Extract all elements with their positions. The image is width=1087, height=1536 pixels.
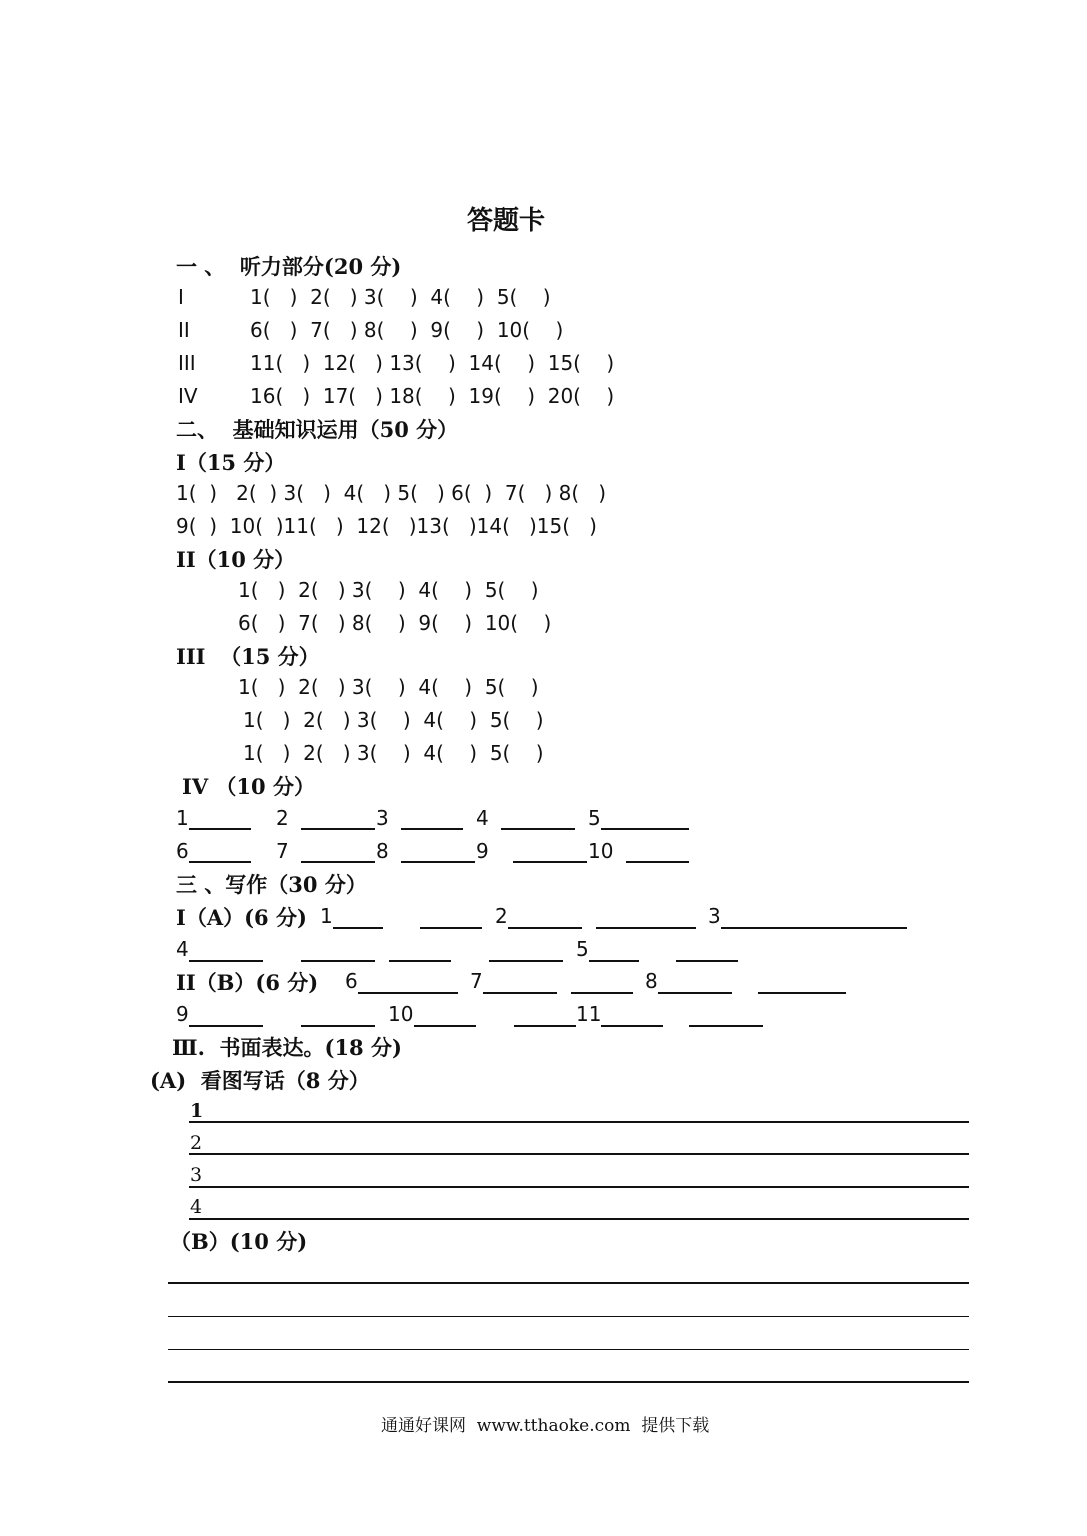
writing-line[interactable] <box>189 1121 969 1123</box>
writing-line[interactable] <box>189 1218 969 1220</box>
s2-part-iv-heading: IV （10 分） <box>182 774 315 799</box>
answer-blank[interactable] <box>414 1025 476 1027</box>
blank-number: 5 <box>588 806 601 830</box>
s1-row-label: IV <box>178 384 198 408</box>
s2-ii-row: 6( ) 7( ) 8( ) 9( ) 10( ) <box>238 611 552 635</box>
blank-number: 7 <box>276 839 289 863</box>
answer-blank[interactable] <box>676 960 738 962</box>
answer-blank[interactable] <box>501 828 575 830</box>
blank-number: 1 <box>320 904 333 928</box>
blank-number: 6 <box>345 969 358 993</box>
writing-line-number: 4 <box>190 1196 203 1218</box>
writing-line[interactable] <box>189 1153 969 1155</box>
blank-number: 9 <box>176 1002 189 1026</box>
composition-line[interactable] <box>168 1349 969 1350</box>
s3-part-i-label: I（A）(6 分) <box>176 905 307 930</box>
blank-number: 2 <box>495 904 508 928</box>
answer-blank[interactable] <box>489 960 563 962</box>
answer-blank[interactable] <box>358 992 458 994</box>
answer-blank[interactable] <box>758 992 846 994</box>
answer-blank[interactable] <box>420 927 482 929</box>
s2-part-ii-heading: II（10 分） <box>176 547 296 572</box>
answer-blank[interactable] <box>189 1025 263 1027</box>
s1-row-label: II <box>178 318 190 342</box>
answer-blank[interactable] <box>301 861 375 863</box>
answer-blank[interactable] <box>401 828 463 830</box>
s1-row-answers: 6( ) 7( ) 8( ) 9( ) 10( ) <box>250 318 564 342</box>
answer-blank[interactable] <box>626 861 689 863</box>
writing-line[interactable] <box>189 1186 969 1188</box>
s2-ii-row: 1( ) 2( ) 3( ) 4( ) 5( ) <box>238 578 539 602</box>
writing-line-number: 2 <box>190 1132 203 1154</box>
blank-number: 3 <box>376 806 389 830</box>
s1-row-answers: 1( ) 2( ) 3( ) 4( ) 5( ) <box>250 285 551 309</box>
writing-line-number: 3 <box>190 1164 203 1186</box>
answer-blank[interactable] <box>189 960 263 962</box>
blank-number: 4 <box>176 937 189 961</box>
composition-line[interactable] <box>168 1282 969 1284</box>
section-1-heading: 一 、 听力部分(20 分) <box>176 254 402 279</box>
s1-row-label: III <box>178 351 196 375</box>
s1-row-label: I <box>178 285 184 309</box>
answer-blank[interactable] <box>301 1025 375 1027</box>
blank-number: 9 <box>476 839 489 863</box>
answer-blank[interactable] <box>508 927 582 929</box>
s2-i-row: 1( ) 2( ) 3( ) 4( ) 5( ) 6( ) 7( ) 8( ) <box>176 481 607 505</box>
answer-blank[interactable] <box>571 992 633 994</box>
answer-blank[interactable] <box>721 927 907 929</box>
answer-blank[interactable] <box>483 992 557 994</box>
writing-line-number: 1 <box>190 1100 204 1122</box>
blank-number: 1 <box>176 806 189 830</box>
answer-blank[interactable] <box>689 1025 763 1027</box>
s2-i-row: 9( ) 10( )11( ) 12( )13( )14( )15( ) <box>176 514 597 538</box>
answer-blank[interactable] <box>596 927 696 929</box>
page-title: 答题卡 <box>467 206 546 236</box>
s2-part-i-heading: I（15 分） <box>176 450 286 475</box>
composition-line[interactable] <box>168 1316 969 1317</box>
blank-number: 10 <box>388 1002 414 1026</box>
blank-number: 7 <box>470 969 483 993</box>
section-2-heading: 二、 基础知识运用（50 分） <box>176 417 459 442</box>
s1-row-answers: 16( ) 17( ) 18( ) 19( ) 20( ) <box>250 384 615 408</box>
blank-number: 8 <box>645 969 658 993</box>
blank-number: 4 <box>476 806 489 830</box>
blank-number: 5 <box>576 937 589 961</box>
s3-part-b-heading: （B）(10 分) <box>170 1229 308 1254</box>
answer-blank[interactable] <box>189 861 251 863</box>
blank-number: 3 <box>708 904 721 928</box>
section-3-heading: 三 、写作（30 分） <box>176 872 367 897</box>
s3-part-iii-heading: Ⅲ. 书面表达。(18 分) <box>172 1035 402 1060</box>
s2-iii-row: 1( ) 2( ) 3( ) 4( ) 5( ) <box>243 708 544 732</box>
answer-blank[interactable] <box>333 927 383 929</box>
footer-source: 通通好课网 www.tthaoke.com 提供下载 <box>381 1416 710 1436</box>
answer-blank[interactable] <box>601 1025 663 1027</box>
answer-blank[interactable] <box>301 828 375 830</box>
blank-number: 6 <box>176 839 189 863</box>
blank-number: 8 <box>376 839 389 863</box>
blank-number: 11 <box>576 1002 602 1026</box>
s2-iii-row: 1( ) 2( ) 3( ) 4( ) 5( ) <box>238 675 539 699</box>
answer-blank[interactable] <box>189 828 251 830</box>
blank-number: 10 <box>588 839 614 863</box>
answer-blank[interactable] <box>658 992 732 994</box>
blank-number: 2 <box>276 806 289 830</box>
answer-blank[interactable] <box>514 1025 576 1027</box>
answer-blank[interactable] <box>589 960 639 962</box>
composition-line[interactable] <box>168 1381 969 1383</box>
s2-iii-row: 1( ) 2( ) 3( ) 4( ) 5( ) <box>243 741 544 765</box>
s1-row-answers: 11( ) 12( ) 13( ) 14( ) 15( ) <box>250 351 615 375</box>
answer-blank[interactable] <box>601 828 689 830</box>
answer-blank[interactable] <box>513 861 587 863</box>
s2-part-iii-heading: III （15 分） <box>176 644 320 669</box>
answer-blank[interactable] <box>401 861 475 863</box>
s3-part-a-heading: (A) 看图写话（8 分） <box>150 1068 370 1093</box>
answer-blank[interactable] <box>301 960 375 962</box>
s3-part-ii-label: II（B）(6 分) <box>176 970 319 995</box>
answer-blank[interactable] <box>389 960 451 962</box>
